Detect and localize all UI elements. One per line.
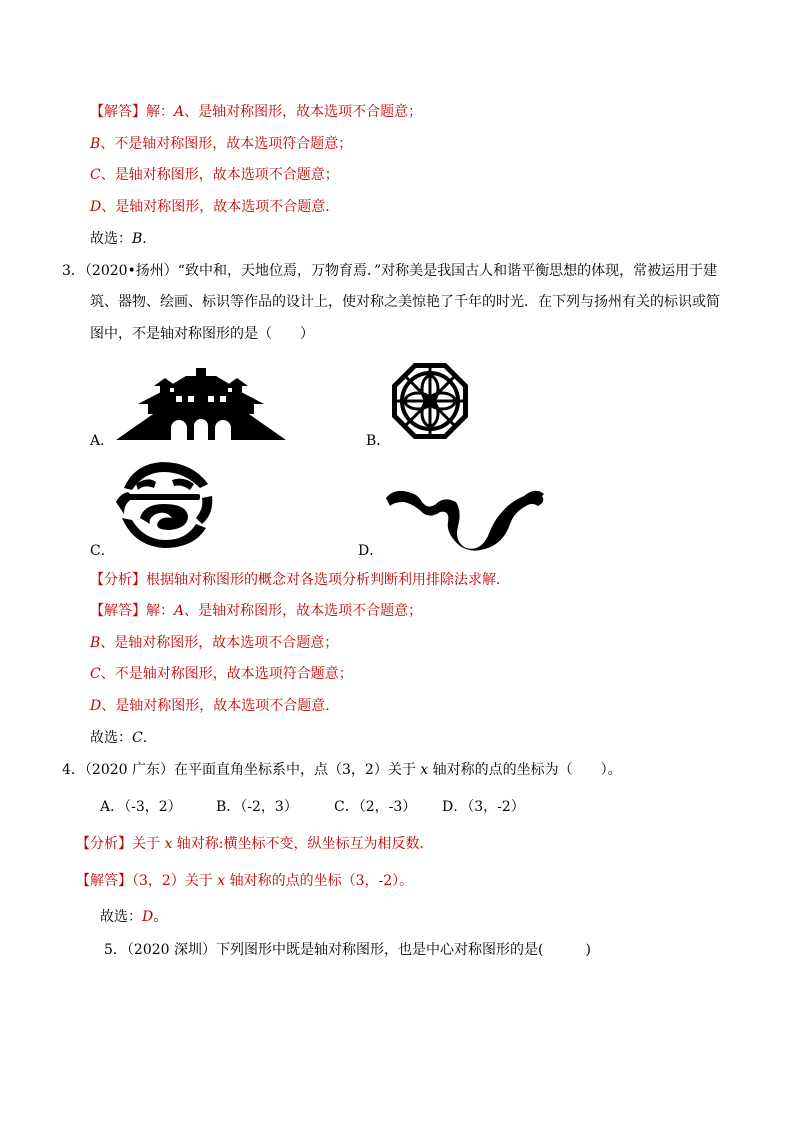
q3-line3: 图中，不是轴对称图形的是（ ） <box>90 326 314 342</box>
q4-option-c: C．（2，-3） <box>334 799 417 815</box>
answer-tag: 【解答】 <box>76 873 132 889</box>
q4-answer: 【解答】（3，2）关于 x 轴对称的点的坐标（3，-2）。 <box>76 873 414 889</box>
answer-tag: 【解答】 <box>90 104 146 120</box>
answer-q2-line3: C、是轴对称图形，故本选项不合题意； <box>90 167 339 183</box>
q3-answer-line4: D、是轴对称图形，故本选项不合题意． <box>90 698 340 714</box>
q3-option-a-label: A． <box>90 433 115 449</box>
q3-answer-line3: C、不是轴对称图形，故本选项符合题意； <box>90 666 353 682</box>
q4-option-a: A．（-3，2） <box>100 799 182 815</box>
q4-analysis: 【分析】关于 x 轴对称:横坐标不变，纵坐标互为相反数． <box>76 836 434 852</box>
q3-line2: 筑、器物、绘画、标识等作品的设计上，使对称之美惊艳了千年的时光．在下列与扬州有关的标识或简 <box>90 294 720 310</box>
q3-analysis: 【分析】根据轴对称图形的概念对各选项分析判断利用排除法求解． <box>90 572 510 588</box>
q4-number: 4． <box>62 762 85 778</box>
q4-stem: 4．（2020 广东）在平面直角坐标系中，点（3，2）关于 x 轴对称的点的坐标为（ ）。 <box>62 762 622 778</box>
q5-stem: 5．（2020 深圳）下列图形中既是轴对称图形，也是中心对称图形的是( ) <box>104 942 591 958</box>
q3-option-a-pavilion-image <box>116 368 286 442</box>
analysis-tag: 【分析】 <box>76 836 132 852</box>
analysis-tag: 【分析】 <box>90 572 146 588</box>
q3-answer-line2: B、是轴对称图形，故本选项不合题意； <box>90 635 339 651</box>
q3-option-b-octagon-window-image <box>390 361 470 441</box>
q3-option-d-wave-image <box>384 484 546 552</box>
q4-choice: 故选：D。 <box>100 909 168 925</box>
answer-q2-choice: 故选：B． <box>90 231 157 247</box>
q3-number: 3． <box>62 263 85 279</box>
answer-q2-line4: D、是轴对称图形，故本选项不合题意． <box>90 199 340 215</box>
q3-option-b-label: B． <box>366 433 391 449</box>
q3-option-c-emblem-image <box>114 458 214 552</box>
q4-option-b: B．（-2，3） <box>216 799 298 815</box>
q3-option-c-label: C． <box>90 543 115 559</box>
q3-line1: 3．（2020•扬州）“致中和，天地位焉，万物育焉．”对称美是我国古人和谐平衡思想的体现，常被运用于建 <box>62 263 718 279</box>
q3-option-d-label: D． <box>358 543 384 559</box>
answer-tag: 【解答】 <box>90 603 146 619</box>
answer-q2-line1: 【解答】解：A、是轴对称图形，故本选项不合题意； <box>90 104 423 120</box>
answer-q2-line2: B、不是轴对称图形，故本选项符合题意； <box>90 136 353 152</box>
q4-option-d: D．（3，-2） <box>442 799 525 815</box>
q3-choice: 故选：C． <box>90 730 157 746</box>
q3-answer-line1: 【解答】解：A、是轴对称图形，故本选项不合题意； <box>90 603 423 619</box>
q5-number: 5． <box>104 942 127 958</box>
